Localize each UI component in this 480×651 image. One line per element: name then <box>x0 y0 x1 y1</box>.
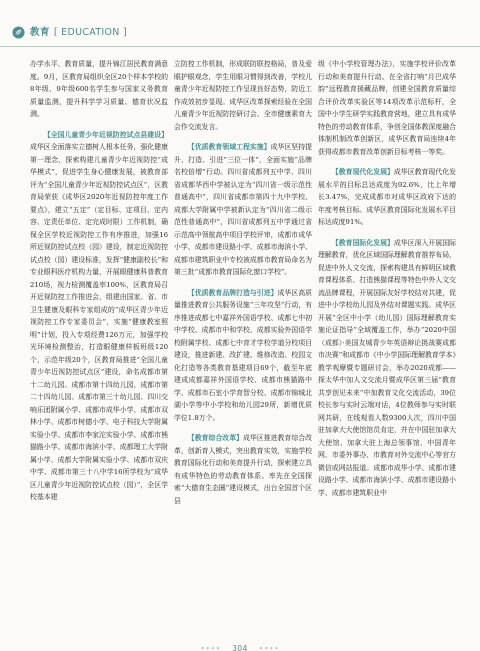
paragraph <box>30 58 168 121</box>
paragraph-text: 成华区深入开展国际理解教育，优化区域国际理解教育推荐布局，促进中外人文交流，探索构建具有鲜明区域教育课程体系、打造熊猫课程等特色中外人文交流品牌课程，开展国际友好学校结对共建，促进中小学校幼儿园及外结对课题实践。成华区开展“全区中小学（幼儿园）国际理解教育实施论证指导”全域覆盖工作，举办“2020中国（成都）·美国友城青少年英语辩论挑战赛成都市决赛”和成都市《中小学国际理解教育学本》教学观摩暨专题研讨会，举办2020成都——探太华中加人文交流月暨成华区第三届“教育共享创见未来”中加教育文化交流活动，39位校长参与实时云端对话，4位教师参与实时联网共研，在线观看人数9300人次，四川中国驻加拿大大使馆馆员肯定，并在中国驻加拿大大使馆、加拿大驻上海总领事馆、中国青年网、市委外事办、市教育对外交流中心等官方微信或网站报道。成都市成华小学、成都市建设路小学、成都市海滨小学、成都市建设路小学、成都市建筑职业中 <box>318 238 456 497</box>
paragraph-text: 成华区教育现代化发展水平的目标总达成度为92.6%，比上年增长3.47%，完成成都市对成华区政府下达的年度考核目标。成华区教育国际化发展水平目标达成度91%。 <box>318 168 456 226</box>
paragraph-text: 立防控工作机制，形成联防联控格局，普及爱眼护眼观念，学生用眼习惯得到改善，学校儿童青少年近视防控工作呈现良好态势，防近工作成效初步显现。成华区改革探索经验在全国儿童青少年近视防控研讨会、全市健康素育大会作交流发言。 <box>174 60 312 131</box>
paragraph-text: 级《中小学校管理办法》，实施学校评价改革行动和美育提升行动。在全省打响“月巴成华韵”远程教育援藏品牌，创建全国教育质量综合评价改革实验区等14项改革示范标杆，全国中小学生研学实践教育营地，建立具有成华特色的劳动教育体系，争创全国体教深度融合体制机制改革创新区，成华区教育局连续4年获得成都市教育改革创新目标考核一等奖。 <box>318 60 456 156</box>
article-body <box>30 58 456 618</box>
page-footer <box>0 636 480 651</box>
text-column-3 <box>318 58 456 618</box>
page-header <box>0 0 480 50</box>
paragraph <box>318 166 456 229</box>
section-heading: 【教育综合改革】 <box>187 434 244 442</box>
paragraph <box>174 141 312 279</box>
paragraph-text: 办学水平、教育质量，提升锦江居民教育满意度。9月，区教育局组织全区20个样本学校的8年级、9年级600名学生参与国家义务教育质量监测，提升科学学习质量、德育状况监测。 <box>30 60 168 118</box>
section-heading: 【优质教育领域工程实施】 <box>187 143 271 151</box>
paragraph-text: 成华区推进教育综合改革，创新育人模式，突出教育实效，实施学校教育国际化行动和美育提升行动，探索建立具有成华特色的劳动教育体系。率先在全国探索“大德育生态圈”建设模式，出台全国首个区县 <box>174 434 312 505</box>
paragraph <box>30 129 168 504</box>
section-heading: 【优质教育品牌打造与引进】 <box>187 288 278 297</box>
page-number: 304 <box>232 644 248 651</box>
text-column-2 <box>174 58 312 618</box>
section-title-zh: 教育 <box>30 27 51 38</box>
section-heading: 【全国儿童青少年近视防控试点县建设】 <box>43 130 168 139</box>
header-divider <box>0 46 480 47</box>
section-title-en: [ EDUCATION ] <box>53 27 128 38</box>
paragraph <box>318 237 456 500</box>
footer-ornament-left: •••• <box>200 645 221 651</box>
paragraph <box>318 58 456 158</box>
paragraph <box>174 58 312 133</box>
paragraph-text: 成华区坚持提升、打造、引进“三位一体”，全面实施“品牌名校倍增”行动。四川省成都列五中学、四川省成都华西中学被认定为“四川省一级示范性普通高中”，四川省成都市第四十九中学校、成都大学附属中学被新认定为“四川省二级示范性普通高中”，四川省成都列五中学通过省示范高中领航高中项目学校评审，成都市成华小学、成都市建设路小学、成都市海滨小学、成都市建筑职业中专校被成都市教育局命名为第三批“成都市教育国际化窗口学校”。 <box>174 143 312 276</box>
paragraph <box>174 432 312 507</box>
leaf-logo-icon <box>12 26 25 39</box>
text-column-1 <box>30 58 168 618</box>
section-heading: 【教育国际化发展】 <box>331 238 394 247</box>
paragraph-text: 成华区全面落实立德树人根本任务，强化健康第一理念，探索构建儿童青少年近视防控“成华模式”，促进学生身心健康发展，被教育部评为“全国儿童青少年近视防控试点区”，区教育局荣获《成华区2020年近视防控年度工作要点》，建立“五定”（定目标、定项目、定内容、定责任单位、定完成时限）工作机制，确保全区学校近视防控工作有序推进，加强16所近视防控试点校（园）建设，制定近视防控试点校（园）建设标准，发挥“健康副校长”和专业眼科医疗机构力量，开展眼健康科普教育210场，视力检测覆盖率100%，区教育局召开近视防控工作推进会，组建由国家、省、市卫生健康及眼科专家组成的“成华区青少年近视防控工作专家委员会”，实施“健康教室照明”计划，投入专项经费126万元，加强学校光环境检测整治，打造眼健康样板班级120个，示范年级20个，区教育局推进“全国儿童青少年近视防控试点区”建设，命名成都市第十二幼儿园、成都市第十四幼儿园、成都市第二十四幼儿园、成都市第三十幼儿园、四川交响乐团附属小学、成都市成华小学、成都市双林小学、成都市树德小学、电子科技大学附属实验小学、成都市李家沱实验小学、成都市熊猫路小学、成都市海滨小学、成都理工大学附属小学、成都大学附属实验小学、成都市双庆中学、成都市第三十八中学16所学校为“成华区儿童青少年近视防控试点校（园）”，全区学校基本建 <box>30 143 168 501</box>
footer-ornament-right: •••• <box>259 645 280 651</box>
paragraph-text: 成华区高质量推进教育公共服务设施“三年攻坚”行动，有序推进成都七中嘉祥外国语学校、成都七中初中学校、成都市中和学校、成都实验外国语学校附属学校、成都七中育才学校学道分校项目建设，推进新建、改扩建、维修改造、校园文化打造等各类教育基建项目69个，截至年底建成成都嘉祥外国语学校、成都市熊猫路中学、成都市石室小学育智分校、成都市锦城北湖小学等中小学校和幼儿园29所，新增优质学位1.8万个。 <box>174 288 312 422</box>
paragraph <box>174 287 312 425</box>
section-title <box>30 26 127 39</box>
section-heading: 【教育现代化发展】 <box>331 168 394 176</box>
